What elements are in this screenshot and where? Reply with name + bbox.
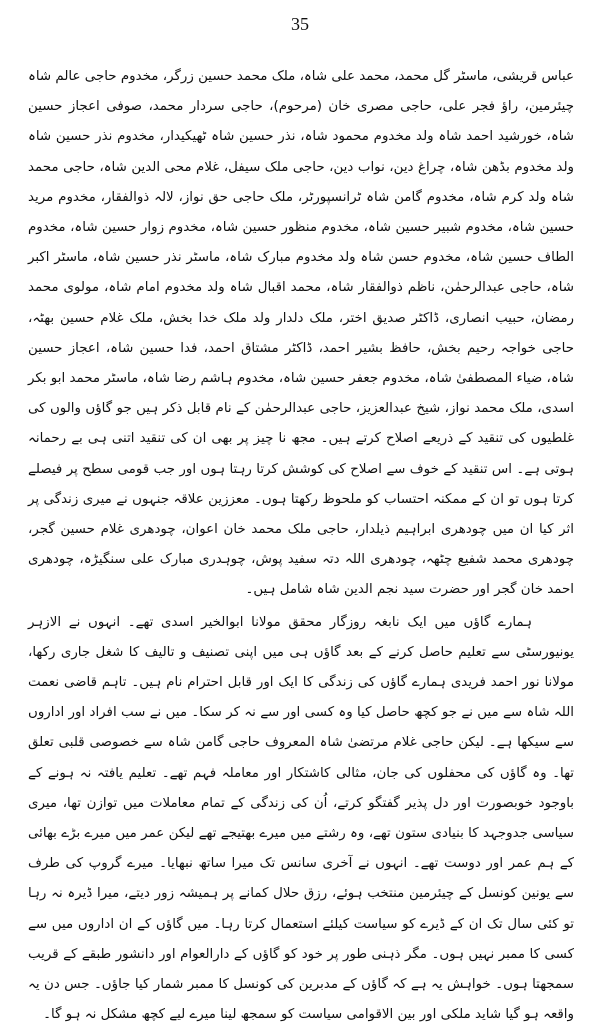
paragraph-names-list: عباس قریشی، ماسٹر گل محمد، محمد علی شاہ، ملک محمد حسین زرگر، مخدوم حاجی عالم شاہ چیئرمین، راؤ فجر علی، حاجی مصری خان (مرحوم)، حاجی سردار محمد، صوفی اعجاز حسین شاہ، خورشید احمد شاہ ولد مخدوم محمود شاہ، نذر حسین شاہ ٹھیکیدار، مخدوم نذر حسین شاہ ولد مخدوم بڈھن شاہ، چراغ دین، نواب دین، حاجی ملک سیفل، غلام محی الدین شاہ، حاجی محمد شاہ ولد کرم شاہ، مخدوم گامن شاہ ٹرانسپورٹر، ملک حاجی حق نواز، لالہ ذوالفقار، مخدوم مرید حسین شاہ، مخدوم شبیر حسین شاہ، مخدوم منظور حسین شاہ، مخدوم زوار حسین شاہ، مخدوم الطاف حسین شاہ، مخدوم حسن شاہ ولد مخدوم مبارک شاہ، ماسٹر نذر حسین شاہ، ماسٹر اکبر شاہ، حاجی عبدالرحمٰن، ناظم ذوالفقار شاہ، محمد اقبال شاہ ولد مخدوم امام شاہ، مولوی محمد رمضان، حبیب انصاری، ڈاکٹر صدیق اختر، ملک دلدار ولد ملک خدا بخش، ملک غلام حسین بھٹہ، حاجی خواجہ رحیم بخش، حافظ بشیر احمد، ڈاکٹر مشتاق احمد، فدا حسین شاہ، اعجاز حسین شاہ، ضیاء المصطفیٰ شاہ، مخدوم جعفر حسین شاہ، مخدوم ہاشم رضا شاہ، ماسٹر محمد ابو بکر اسدی، ملک محمد نواز، شیخ عبدالعزیز، حاجی عبدالرحمٰن کے نام قابل ذکر ہیں جو گاؤں والوں کی غلطیوں کی تنقید کے ذریعے اصلاح کرتے ہیں۔ مجھ نا چیز پر بھی ان کی تنقید اتنی ہی بے رحمانہ ہوتی ہے۔ اس تنقید کے خوف سے اصلاح کی کوشش کرتا رہتا ہوں اور جب قومی سطح پر فیصلے کرتا ہوں تو ان کے ممکنہ احتساب کو ملحوظ رکھتا ہوں۔ معززین علاقہ جنہوں نے میری زندگی پر اثر کیا ان میں چودھری ابراہیم ذیلدار، حاجی ملک محمد خان اعوان، چودھری غلام حسین گجر، چودھری محمد شفیع چٹھہ، چودھری اللہ دتہ سفید پوش، چوہدری مبارک علی سنگیڑہ، چودھری احمد خان گجر اور حضرت سید نجم الدین شاہ شامل ہیں۔ bbox=[28, 69, 574, 598]
body-text bbox=[28, 62, 574, 1031]
paragraph-village-scholars: ہمارے گاؤں میں ایک نابغہ روزگار محقق مولانا ابوالخیر اسدی تھے۔ انہوں نے الازہر یونیورسٹی سے تعلیم حاصل کرنے کے بعد گاؤں ہی میں اپنی تصنیف و تالیف کا شغل جاری رکھا، مولانا نور احمد فریدی ہمارے گاؤں کی زندگی کا ایک اور قابل احترام نام ہیں۔ تاہم قاضی نعمت اللہ شاہ سے میں نے جو کچھ حاصل کیا وہ کسی اور سے نہ کر سکا۔ میں نے سب افراد اور اداروں سے سیکھا ہے۔ لیکن حاجی غلام مرتضیٰ شاہ المعروف حاجی گامن شاہ سے خصوصی قلبی تعلق تھا۔ وہ گاؤں کی محفلوں کی جان، مثالی کاشتکار اور معاملہ فہم تھے۔ تعلیم یافتہ نہ ہونے کے باوجود خوبصورت اور دل پذیر گفتگو کرتے، اُن کی زندگی کے تمام معاملات میں توازن تھا، میری سیاسی جدوجہد کا بنیادی ستون تھے، وہ رشتے میں میرے بھتیجے تھے لیکن عمر میں میرے بڑے بھائی کے ہم عمر اور دوست تھے۔ انہوں نے آخری سانس تک میرا ساتھ نبھایا۔ میرے گروپ کی طرف سے یونین کونسل کے چیئرمین منتخب ہوئے، رزق حلال کمانے پر ہمیشہ زور دیتے، میرا ڈیرہ نہ رہا تو کئی سال تک ان کے ڈیرے کو سیاست کیلئے استعمال کرتا رہا۔ میں گاؤں کے ان اداروں میں سے کسی کا ممبر نہیں ہوں۔ مگر ذہنی طور پر خود کو گاؤں کے دارالعوام اور دانشور طبقے کے قریب سمجھتا ہوں۔ خواہش یہ ہے کہ گاؤں کے مدبرین کی کونسل کا ممبر شمار کیا جاؤں۔ جس دن یہ واقعہ ہو گیا شاید ملکی اور بین الاقوامی سیاست کو سمجھ لینا میرے لیے کچھ مشکل نہ ہو گا۔ bbox=[28, 614, 574, 1023]
page-number: 35 bbox=[291, 14, 309, 34]
